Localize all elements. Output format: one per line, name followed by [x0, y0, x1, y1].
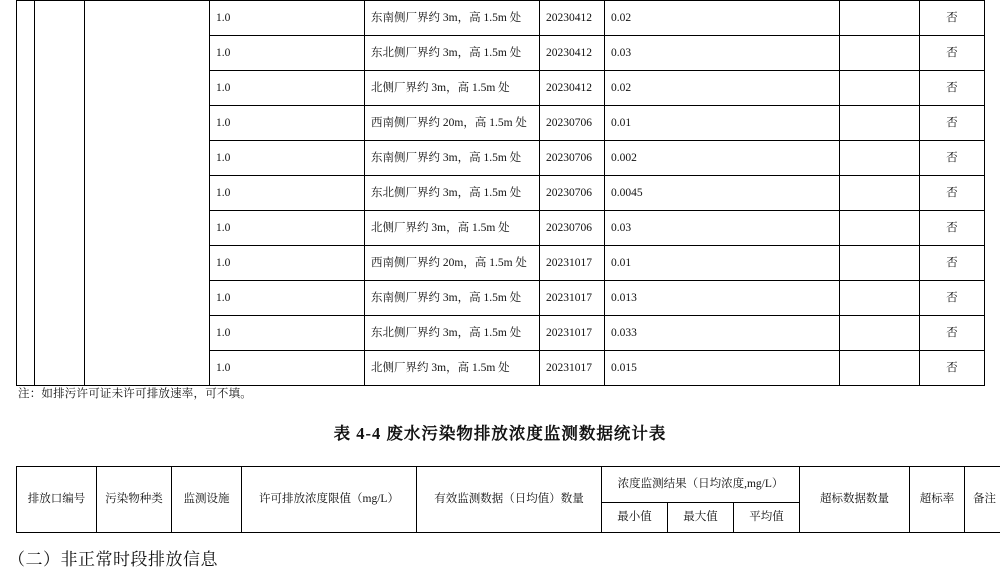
cell-value: 0.015: [605, 351, 840, 386]
cell-location: 西南侧厂界约 20m，高 1.5m 处: [365, 106, 540, 141]
header-min-value: 最小值: [602, 503, 668, 533]
cell-location: 北侧厂界约 3m，高 1.5m 处: [365, 71, 540, 106]
cell-exceed: 否: [920, 211, 985, 246]
cell-spacer-8: [840, 36, 920, 71]
header-concentration-result: 浓度监测结果（日均浓度,mg/L）: [602, 467, 800, 503]
cell-location: 东北侧厂界约 3m，高 1.5m 处: [365, 316, 540, 351]
cell-spacer-8: [840, 246, 920, 281]
cell-exceed: 否: [920, 246, 985, 281]
cell-spacer-8: [840, 281, 920, 316]
header-outlet-no: 排放口编号: [17, 467, 97, 533]
cell-location: 西南侧厂界约 20m，高 1.5m 处: [365, 246, 540, 281]
cell-rate: 1.0: [210, 281, 365, 316]
top-table: [16, 0, 985, 386]
cell-spacer-2: [35, 1, 85, 386]
cell-value: 0.002: [605, 141, 840, 176]
cell-rate: 1.0: [210, 316, 365, 351]
cell-spacer-8: [840, 141, 920, 176]
cell-date: 20231017: [540, 316, 605, 351]
cell-date: 20230412: [540, 1, 605, 36]
table-caption: 表 4-4 废水污染物排放浓度监测数据统计表: [333, 424, 667, 443]
header-exceed-count: 超标数据数量: [800, 467, 910, 533]
cell-value: 0.013: [605, 281, 840, 316]
emission-monitoring-table-continued: [16, 0, 984, 386]
header-monitor-facility: 监测设施: [172, 467, 242, 533]
cell-location: 东南侧厂界约 3m，高 1.5m 处: [365, 281, 540, 316]
cell-value: 0.0045: [605, 176, 840, 211]
cell-location: 北侧厂界约 3m，高 1.5m 处: [365, 211, 540, 246]
cell-exceed: 否: [920, 1, 985, 36]
cell-rate: 1.0: [210, 36, 365, 71]
cell-rate: 1.0: [210, 71, 365, 106]
top-table-body: [17, 1, 985, 386]
cell-date: 20230706: [540, 211, 605, 246]
cell-spacer-8: [840, 1, 920, 36]
cell-exceed: 否: [920, 316, 985, 351]
cell-date: 20231017: [540, 351, 605, 386]
cell-value: 0.033: [605, 316, 840, 351]
cell-date: 20230412: [540, 36, 605, 71]
cell-exceed: 否: [920, 281, 985, 316]
section-heading: （二）非正常时段排放信息: [8, 550, 218, 569]
cell-date: 20230706: [540, 106, 605, 141]
cell-spacer-8: [840, 351, 920, 386]
bottom-table: [16, 466, 1000, 533]
cell-value: 0.01: [605, 106, 840, 141]
header-remark: 备注: [965, 467, 1000, 533]
cell-spacer-8: [840, 71, 920, 106]
cell-date: 20230706: [540, 141, 605, 176]
header-avg-value: 平均值: [734, 503, 800, 533]
cell-value: 0.03: [605, 211, 840, 246]
cell-rate: 1.0: [210, 176, 365, 211]
cell-spacer-8: [840, 106, 920, 141]
cell-rate: 1.0: [210, 106, 365, 141]
header-pollutant-type: 污染物种类: [97, 467, 172, 533]
cell-rate: 1.0: [210, 246, 365, 281]
cell-rate: 1.0: [210, 351, 365, 386]
cell-date: 20230412: [540, 71, 605, 106]
cell-spacer-1: [17, 1, 35, 386]
cell-location: 东南侧厂界约 3m，高 1.5m 处: [365, 1, 540, 36]
cell-date: 20230706: [540, 176, 605, 211]
cell-exceed: 否: [920, 106, 985, 141]
cell-rate: 1.0: [210, 211, 365, 246]
cell-value: 0.01: [605, 246, 840, 281]
cell-location: 东北侧厂界约 3m，高 1.5m 处: [365, 176, 540, 211]
cell-exceed: 否: [920, 36, 985, 71]
cell-spacer-3: [85, 1, 210, 386]
wastewater-concentration-table: [16, 466, 997, 533]
cell-rate: 1.0: [210, 141, 365, 176]
cell-spacer-8: [840, 316, 920, 351]
cell-spacer-8: [840, 176, 920, 211]
cell-value: 0.02: [605, 71, 840, 106]
table-header-row: [17, 467, 1000, 503]
table-note: 注：如排污许可证未许可排放速率，可不填。: [18, 388, 252, 400]
header-permit-limit: 许可排放浓度限值（mg/L）: [242, 467, 417, 533]
cell-value: 0.03: [605, 36, 840, 71]
cell-date: 20231017: [540, 281, 605, 316]
cell-location: 东南侧厂界约 3m，高 1.5m 处: [365, 141, 540, 176]
header-max-value: 最大值: [668, 503, 734, 533]
cell-exceed: 否: [920, 71, 985, 106]
cell-date: 20231017: [540, 246, 605, 281]
bottom-table-body: [17, 467, 1000, 533]
table-row: [17, 1, 985, 36]
cell-value: 0.02: [605, 1, 840, 36]
cell-rate: 1.0: [210, 1, 365, 36]
header-valid-data-count: 有效监测数据（日均值）数量: [417, 467, 602, 533]
header-exceed-rate: 超标率: [910, 467, 965, 533]
cell-spacer-8: [840, 211, 920, 246]
cell-exceed: 否: [920, 176, 985, 211]
cell-location: 北侧厂界约 3m，高 1.5m 处: [365, 351, 540, 386]
cell-location: 东北侧厂界约 3m，高 1.5m 处: [365, 36, 540, 71]
cell-exceed: 否: [920, 351, 985, 386]
cell-exceed: 否: [920, 141, 985, 176]
